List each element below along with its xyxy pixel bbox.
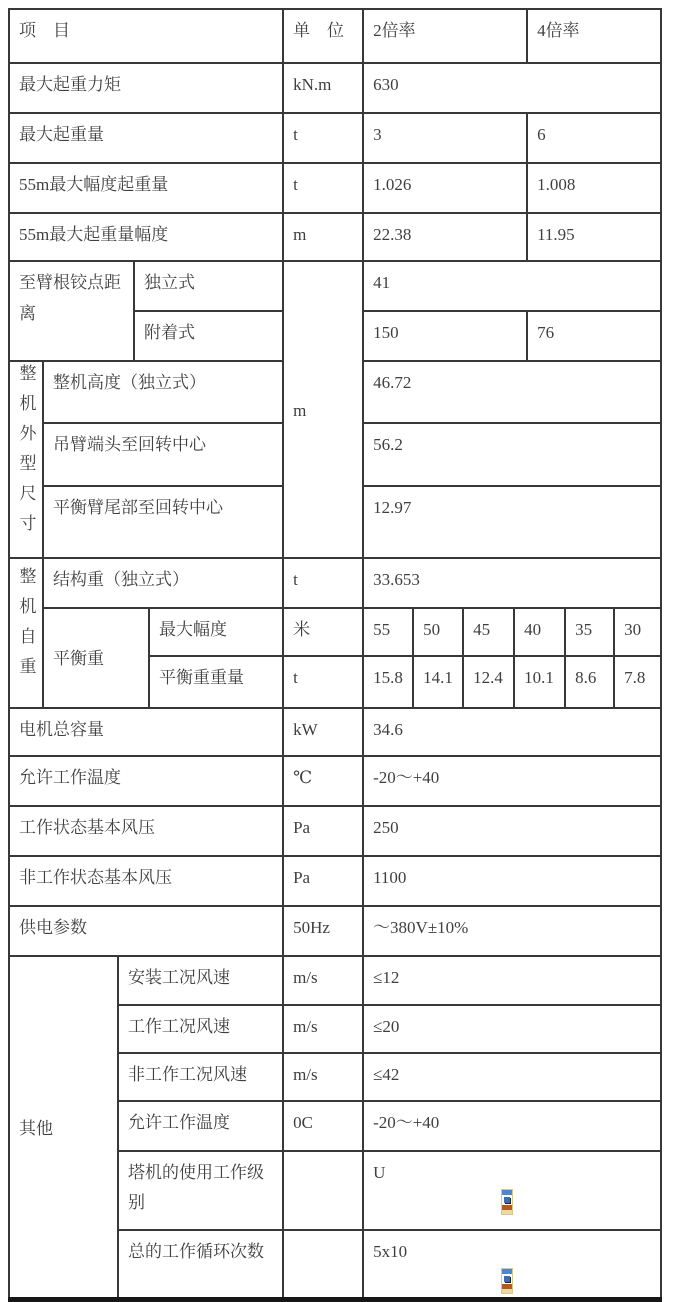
structure-weight-label: 结构重（独立式） — [43, 558, 283, 608]
meters-unit: m — [283, 261, 363, 558]
cw-radius-value: 40 — [514, 608, 565, 656]
hinge-standalone-value: 41 — [363, 261, 661, 311]
other-work-temp-value: -20～+40 — [363, 1101, 661, 1151]
overall-height-label: 整机高度（独立式） — [43, 361, 283, 423]
self-weight-group-label: 整机自重 — [16, 567, 36, 688]
counter-jib-value: 12.97 — [363, 486, 661, 557]
load-at-55m-label: 55m最大幅度起重量 — [9, 163, 283, 213]
counterweight-group-label: 平衡重 — [43, 608, 149, 708]
motor-capacity-value: 34.6 — [363, 708, 661, 756]
table-row — [9, 906, 661, 956]
power-supply-value: ～380V±10% — [363, 906, 661, 956]
duty-class-unit — [283, 1151, 363, 1230]
table-row — [9, 9, 661, 63]
table-row — [9, 806, 661, 856]
nonworking-wind-pressure-value: 1100 — [363, 856, 661, 906]
cw-mass-value: 12.4 — [463, 656, 514, 708]
cw-mass-value: 7.8 — [614, 656, 661, 708]
cw-radius-value: 50 — [413, 608, 463, 656]
install-wind-speed-unit: m/s — [283, 956, 363, 1005]
other-work-temp-unit: 0C — [283, 1101, 363, 1151]
work-temp-label: 允许工作温度 — [9, 756, 283, 806]
work-cycles-value: 5x10 — [373, 1241, 408, 1261]
nonworking-wind-pressure-label: 非工作状态基本风压 — [9, 856, 283, 906]
jib-tip-label: 吊臂端头至回转中心 — [43, 423, 283, 487]
motor-capacity-label: 电机总容量 — [9, 708, 283, 756]
working-wind-pressure-label: 工作状态基本风压 — [9, 806, 283, 856]
table-row — [9, 756, 661, 806]
table-row — [9, 608, 661, 656]
nonworking-wind-speed-unit: m/s — [283, 1053, 363, 1101]
load-at-55m-4x: 1.008 — [527, 163, 661, 213]
max-load-2x: 3 — [363, 113, 527, 163]
hinge-attached-label: 附着式 — [134, 311, 283, 361]
crane-spec-table — [8, 8, 662, 1302]
max-moment-label: 最大起重力矩 — [9, 63, 283, 113]
header-unit: 单 位 — [283, 9, 363, 63]
header-item: 项 目 — [9, 9, 283, 63]
table-row — [9, 113, 661, 163]
cw-mass-label: 平衡重重量 — [149, 656, 283, 708]
radius-max-load-label: 55m最大起重量幅度 — [9, 213, 283, 261]
table-row — [9, 956, 661, 1005]
self-weight-group-cell — [9, 558, 43, 708]
cw-mass-value: 14.1 — [413, 656, 463, 708]
dimensions-group-cell — [9, 361, 43, 558]
cw-radius-value: 45 — [463, 608, 514, 656]
hinge-attached-2x: 150 — [363, 311, 527, 361]
cw-radius-unit: 米 — [283, 608, 363, 656]
table-row — [9, 856, 661, 906]
structure-weight-value: 33.653 — [363, 558, 661, 608]
max-load-4x: 6 — [527, 113, 661, 163]
header-rate-4x: 4倍率 — [527, 9, 661, 63]
work-temp-unit: ℃ — [283, 756, 363, 806]
nonworking-wind-speed-value: ≤42 — [363, 1053, 661, 1101]
other-group-label: 其他 — [9, 956, 118, 1300]
structure-weight-unit: t — [283, 558, 363, 608]
table-row — [9, 558, 661, 608]
max-moment-unit: kN.m — [283, 63, 363, 113]
cw-radius-value: 55 — [363, 608, 413, 656]
cw-radius-value: 35 — [565, 608, 614, 656]
working-wind-pressure-unit: Pa — [283, 806, 363, 856]
working-wind-pressure-value: 250 — [363, 806, 661, 856]
power-supply-unit: 50Hz — [283, 906, 363, 956]
radius-max-load-unit: m — [283, 213, 363, 261]
jib-tip-value: 56.2 — [363, 423, 661, 487]
hinge-standalone-label: 独立式 — [134, 261, 283, 311]
cw-mass-value: 10.1 — [514, 656, 565, 708]
duty-class-value-cell — [363, 1151, 661, 1230]
max-load-label: 最大起重量 — [9, 113, 283, 163]
cw-radius-value: 30 — [614, 608, 661, 656]
duty-class-label: 塔机的使用工作级别 — [118, 1151, 283, 1230]
work-temp-value: -20～+40 — [363, 756, 661, 806]
other-work-temp-label: 允许工作温度 — [118, 1101, 283, 1151]
power-supply-label: 供电参数 — [9, 906, 283, 956]
nonworking-wind-pressure-unit: Pa — [283, 856, 363, 906]
table-row — [9, 63, 661, 113]
table-row — [9, 213, 661, 261]
table-row — [9, 708, 661, 756]
max-load-unit: t — [283, 113, 363, 163]
cw-mass-unit: t — [283, 656, 363, 708]
work-cycles-label: 总的工作循环次数 — [118, 1230, 283, 1300]
load-at-55m-2x: 1.026 — [363, 163, 527, 213]
work-cycles-unit — [283, 1230, 363, 1300]
table-row — [9, 163, 661, 213]
overall-height-value: 46.72 — [363, 361, 661, 423]
broken-image-icon — [501, 1189, 513, 1215]
header-rate-2x: 2倍率 — [363, 9, 527, 63]
counter-jib-label: 平衡臂尾部至回转中心 — [43, 486, 283, 557]
dimensions-group-label: 整机外型尺寸 — [16, 364, 36, 544]
load-at-55m-unit: t — [283, 163, 363, 213]
radius-max-load-4x: 11.95 — [527, 213, 661, 261]
cw-radius-label: 最大幅度 — [149, 608, 283, 656]
nonworking-wind-speed-label: 非工作工况风速 — [118, 1053, 283, 1101]
hinge-attached-4x: 76 — [527, 311, 661, 361]
install-wind-speed-value: ≤12 — [363, 956, 661, 1005]
cw-mass-value: 8.6 — [565, 656, 614, 708]
motor-capacity-unit: kW — [283, 708, 363, 756]
working-wind-speed-value: ≤20 — [363, 1005, 661, 1053]
table-row — [9, 261, 661, 311]
working-wind-speed-unit: m/s — [283, 1005, 363, 1053]
broken-image-icon — [501, 1268, 513, 1294]
radius-max-load-2x: 22.38 — [363, 213, 527, 261]
cw-mass-value: 15.8 — [363, 656, 413, 708]
install-wind-speed-label: 安装工况风速 — [118, 956, 283, 1005]
hinge-distance-group-label: 至臂根铰点距离 — [9, 261, 134, 361]
work-cycles-value-cell — [363, 1230, 661, 1300]
working-wind-speed-label: 工作工况风速 — [118, 1005, 283, 1053]
duty-class-value: U — [373, 1162, 386, 1182]
max-moment-value: 630 — [363, 63, 661, 113]
